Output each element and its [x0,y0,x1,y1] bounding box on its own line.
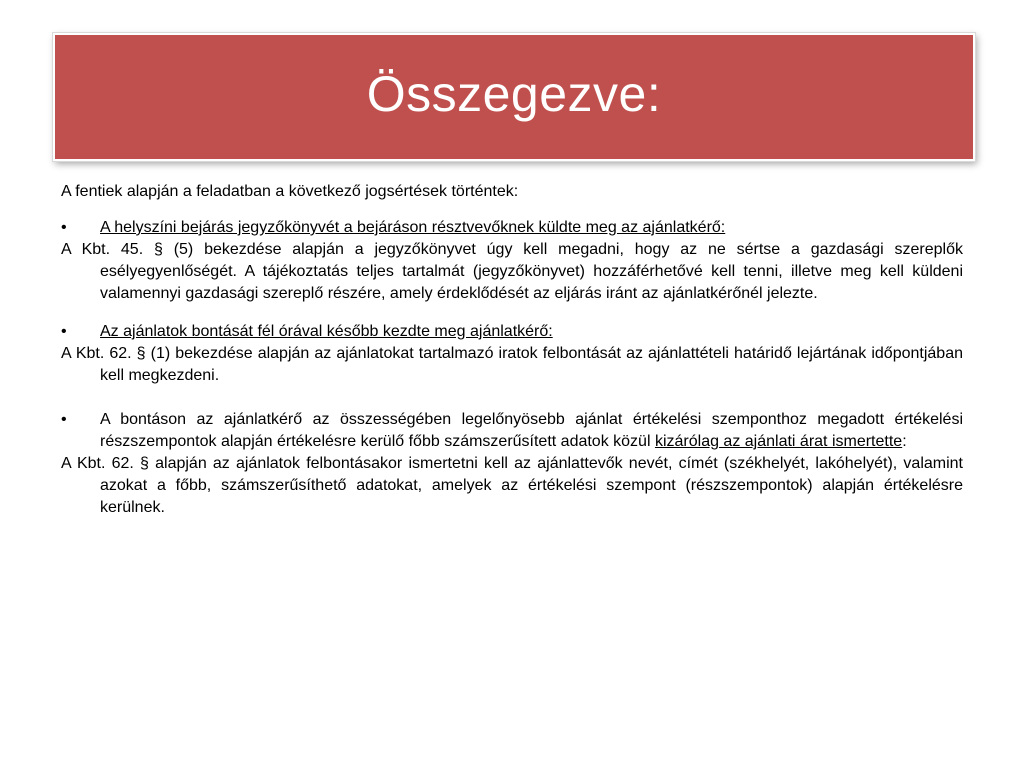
intro-text: A fentiek alapján a feladatban a következő jogsértések történtek: [61,183,519,200]
bullet-item-2 [61,321,963,343]
bullet-icon: • [61,411,67,428]
bullet-text-underlined: A helyszíni bejárás jegyzőkönyvét a bejáráson résztvevőknek küldte meg az ajánlatkérő: [100,219,726,236]
bullet-icon: • [61,219,67,236]
slide-title: Összegezve: [366,66,662,122]
bullet-text-underlined: kizárólag az ajánlati árat ismertette [654,433,903,450]
slide-body [61,181,963,519]
bullet-icon: • [61,323,67,340]
title-banner [53,33,975,161]
law-paragraph-3: A Kbt. 62. § alapján az ajánlatok felbontásakor ismertetni kell az ajánlattevők nevét, címét (székhelyét, lakóhelyét), valamint azokat a főbb, számszerűsíthető adatokat, amelyek az értékelési szempont (részszempontok) alapján értékelésre kerülnek. [61,455,963,516]
bullet-item-3 [61,409,963,453]
bullet-item-1 [61,217,963,239]
spacer [61,387,963,409]
law-paragraph-1: A Kbt. 45. § (5) bekezdése alapján a jegyzőkönyvet úgy kell megadni, hogy az ne sértse a gazdasági szereplők esélyegyenlőségét. A tájékoztatás teljes tartalmát (jegyzőkönyvet) hozzáférhetővé kell tenni, illetve meg kell küldeni valamennyi gazdasági szereplő részére, amely érdeklődését az eljárás iránt az ajánlatkérőnél jelezte. [61,241,963,302]
bullet-text-suffix: : [902,433,907,450]
bullet-text-prefix: A bontáson az ajánlatkérő az összességében legelőnyösebb ajánlat értékelési szemponthoz megadott értékelési részszempontok alapján értékelésre kerülő főbb számszerűsített adatok közül [100,411,963,450]
spacer [61,305,963,321]
bullet-text-underlined: Az ajánlatok bontását fél órával később kezdte meg ajánlatkérő: [100,323,553,340]
law-paragraph-2: A Kbt. 62. § (1) bekezdése alapján az ajánlatokat tartalmazó iratok felbontását az ajánlattételi határidő lejártának időpontjában kell megkezdeni. [61,345,963,384]
